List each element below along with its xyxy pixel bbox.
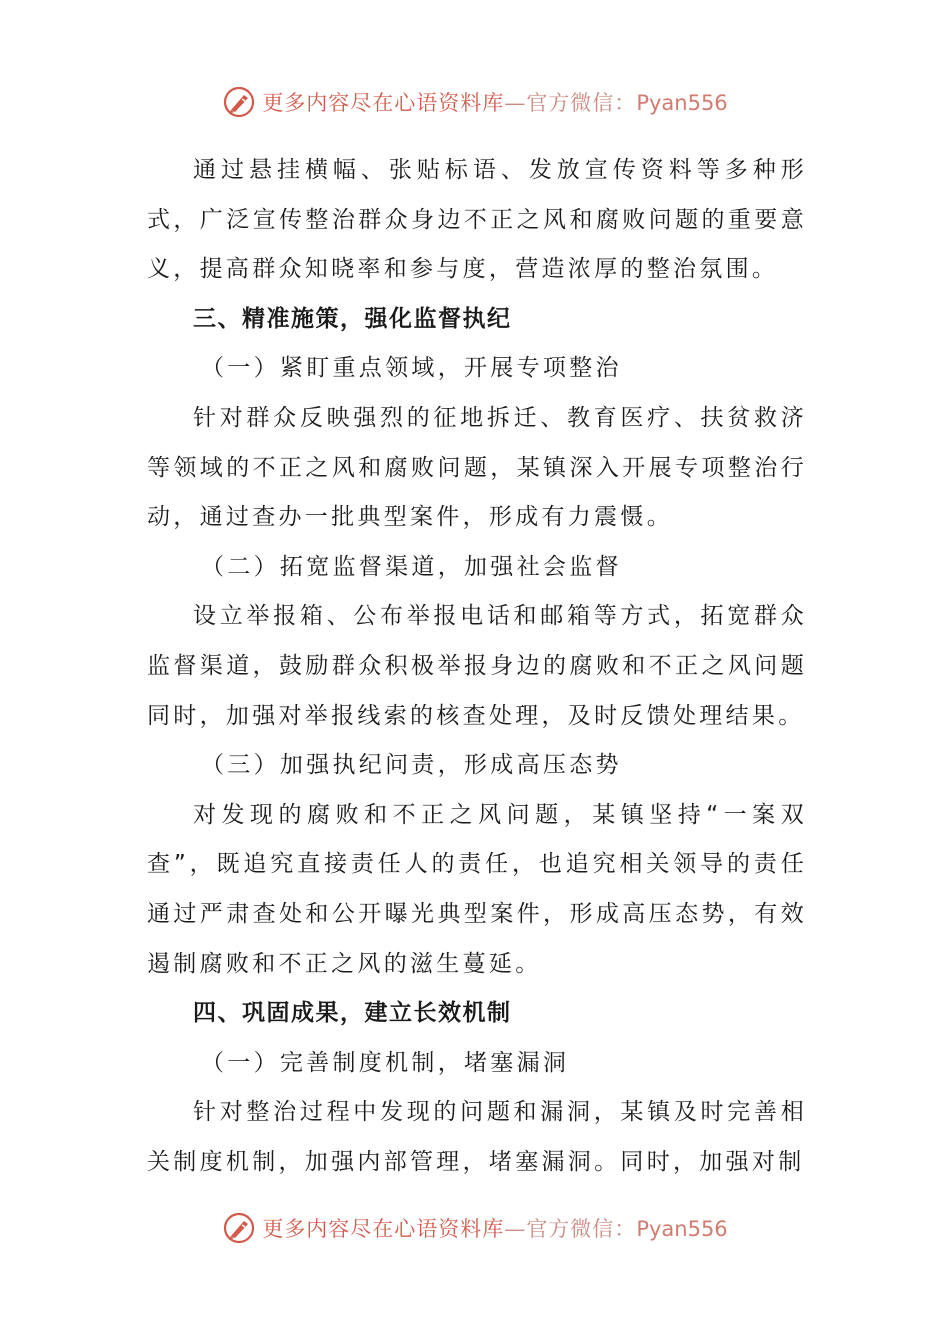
banner-main-text: 更多内容尽在心语资料库 [262,1217,505,1241]
subheading-3-2: （二）拓宽监督渠道，加强社会监督 [201,553,622,580]
paragraph-publicity: 通过悬挂横幅、张贴标语、发放宣传资料等多种形式，广泛宣传整治群众身边不正之风和腐败问题的重要意义，提高群众知晓率和参与度，营造浓厚的整治氛围。 [147,157,807,283]
banner-separator: — [504,91,527,115]
banner-text [262,1213,727,1243]
subheading-3-3: （三）加强执纪问责，形成高压态势 [201,752,622,779]
section-heading-4: 四、巩固成果，建立长效机制 [193,1000,512,1027]
banner-separator: — [504,1217,527,1241]
paragraph-3-2: 设立举报箱、公布举报电话和邮箱等方式，拓宽群众监督渠道，鼓励群众积极举报身边的腐败和不正之风问题同时，加强对举报线索的核查处理，及时反馈处理结果。 [147,603,807,729]
paragraph-4-1: 针对整治过程中发现的问题和漏洞，某镇及时完善相关制度机制，加强内部管理，堵塞漏洞。同时，加强对制 [147,1099,807,1175]
banner-main-text: 更多内容尽在心语资料库 [262,91,505,115]
footer-banner [0,1208,950,1248]
paragraph-3-1: 针对群众反映强烈的征地拆迁、教育医疗、扶贫救济等领域的不正之风和腐败问题，某镇深入开展专项整治行动，通过查办一批典型案件，形成有力震慑。 [147,404,807,531]
section-heading-3: 三、精准施策，强化监督执纪 [193,305,512,332]
header-banner [0,82,950,122]
banner-wechat-id: Pyan556 [636,1217,728,1241]
paragraph-3-3: 对发现的腐败和不正之风问题，某镇坚持“一案双查”，既追究直接责任人的责任，也追究相关领导的责任通过严肃查处和公开曝光典型案件，形成高压态势，有效遏制腐败和不正之风的滋生蔓延。 [147,801,807,977]
document-body [147,146,807,1187]
pen-nib-icon [222,1211,256,1245]
banner-wechat-id: Pyan556 [636,91,728,115]
pen-nib-icon [222,85,256,119]
banner-wechat-label: 官方微信： [526,1217,637,1241]
banner-text [262,87,727,117]
subheading-4-1: （一）完善制度机制，堵塞漏洞 [201,1049,570,1076]
subheading-3-1: （一）紧盯重点领域，开展专项整治 [201,355,622,382]
banner-wechat-label: 官方微信： [526,91,637,115]
